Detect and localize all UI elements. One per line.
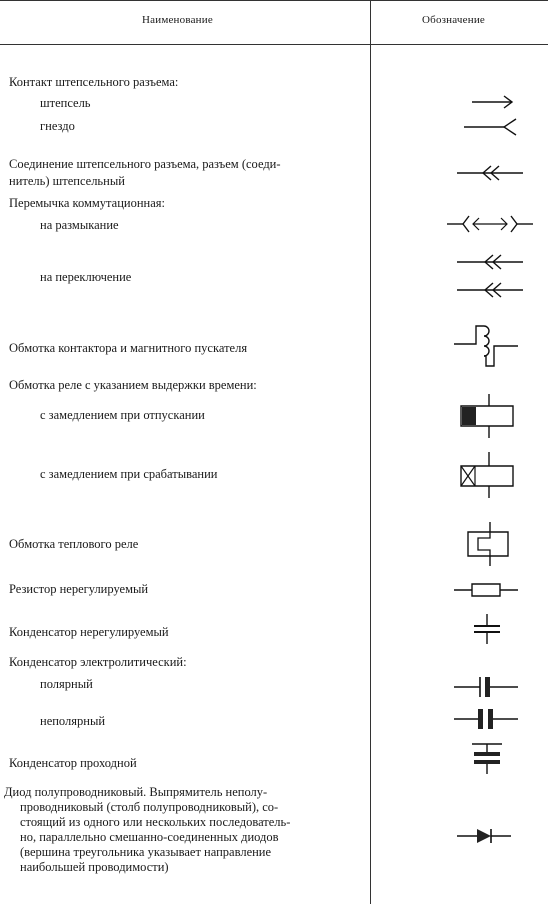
fixed-resistor-icon: [452, 578, 520, 602]
row-label: но, параллельно смешанно-соединенных диодов: [20, 830, 279, 844]
socket-icon: [460, 115, 520, 137]
table-top-border: [0, 0, 548, 1]
operate-delay-coil-icon: [455, 452, 519, 498]
row-label: Соединение штепсельного разъема, разъем (соеди-: [9, 157, 281, 171]
column-header-name: Наименование: [142, 14, 213, 26]
row-label: наибольшей проводимости): [20, 860, 169, 874]
row-label: штепсель: [40, 96, 91, 110]
row-label: нитель) штепсельный: [9, 174, 125, 188]
row-label: Резистор нерегулируемый: [9, 582, 149, 596]
row-label: Контакт штепсельного разъема:: [9, 75, 179, 89]
row-label: Перемычка коммутационная:: [9, 196, 165, 210]
row-label: гнездо: [40, 119, 75, 133]
break-jumper-icon: [445, 212, 535, 236]
release-delay-coil-icon: [455, 394, 519, 440]
row-label: Обмотка реле с указанием выдержки времени:: [9, 378, 257, 392]
thermal-relay-coil-icon: [460, 522, 514, 568]
row-label: Обмотка теплового реле: [9, 537, 139, 551]
row-label: на переключение: [40, 270, 132, 284]
header-divider: [0, 44, 548, 45]
row-label: Конденсатор проходной: [9, 756, 137, 770]
row-label: на размыкание: [40, 218, 119, 232]
row-label: с замедлением при отпускании: [40, 408, 205, 422]
fixed-capacitor-icon: [470, 614, 504, 646]
nonpolar-capacitor-icon: [452, 706, 520, 732]
diode-icon: [455, 825, 515, 847]
row-label: Конденсатор нерегулируемый: [9, 625, 169, 639]
plug-icon: [460, 92, 520, 112]
row-label: (вершина треугольника указывает направление: [20, 845, 272, 859]
contactor-coil-icon: [452, 322, 522, 372]
plug-socket-connection-icon: [455, 162, 525, 184]
feedthrough-capacitor-icon: [466, 740, 508, 776]
row-label: полярный: [40, 677, 93, 691]
row-label: с замедлением при срабатывании: [40, 467, 218, 481]
row-label: проводниковый (столб полупроводниковый), со-: [20, 800, 279, 814]
row-label: Конденсатор электролитический:: [9, 655, 187, 669]
row-label: неполярный: [40, 714, 106, 728]
row-label: Диод полупроводниковый. Выпрямитель неполу-: [4, 785, 268, 799]
changeover-jumper-icon: [455, 252, 525, 300]
column-divider: [370, 0, 371, 904]
row-label: Обмотка контактора и магнитного пускателя: [9, 341, 248, 355]
column-header-designation: Обозначение: [422, 14, 485, 26]
row-label: стоящий из одного или нескольких последователь-: [20, 815, 291, 829]
polar-capacitor-icon: [452, 674, 520, 700]
